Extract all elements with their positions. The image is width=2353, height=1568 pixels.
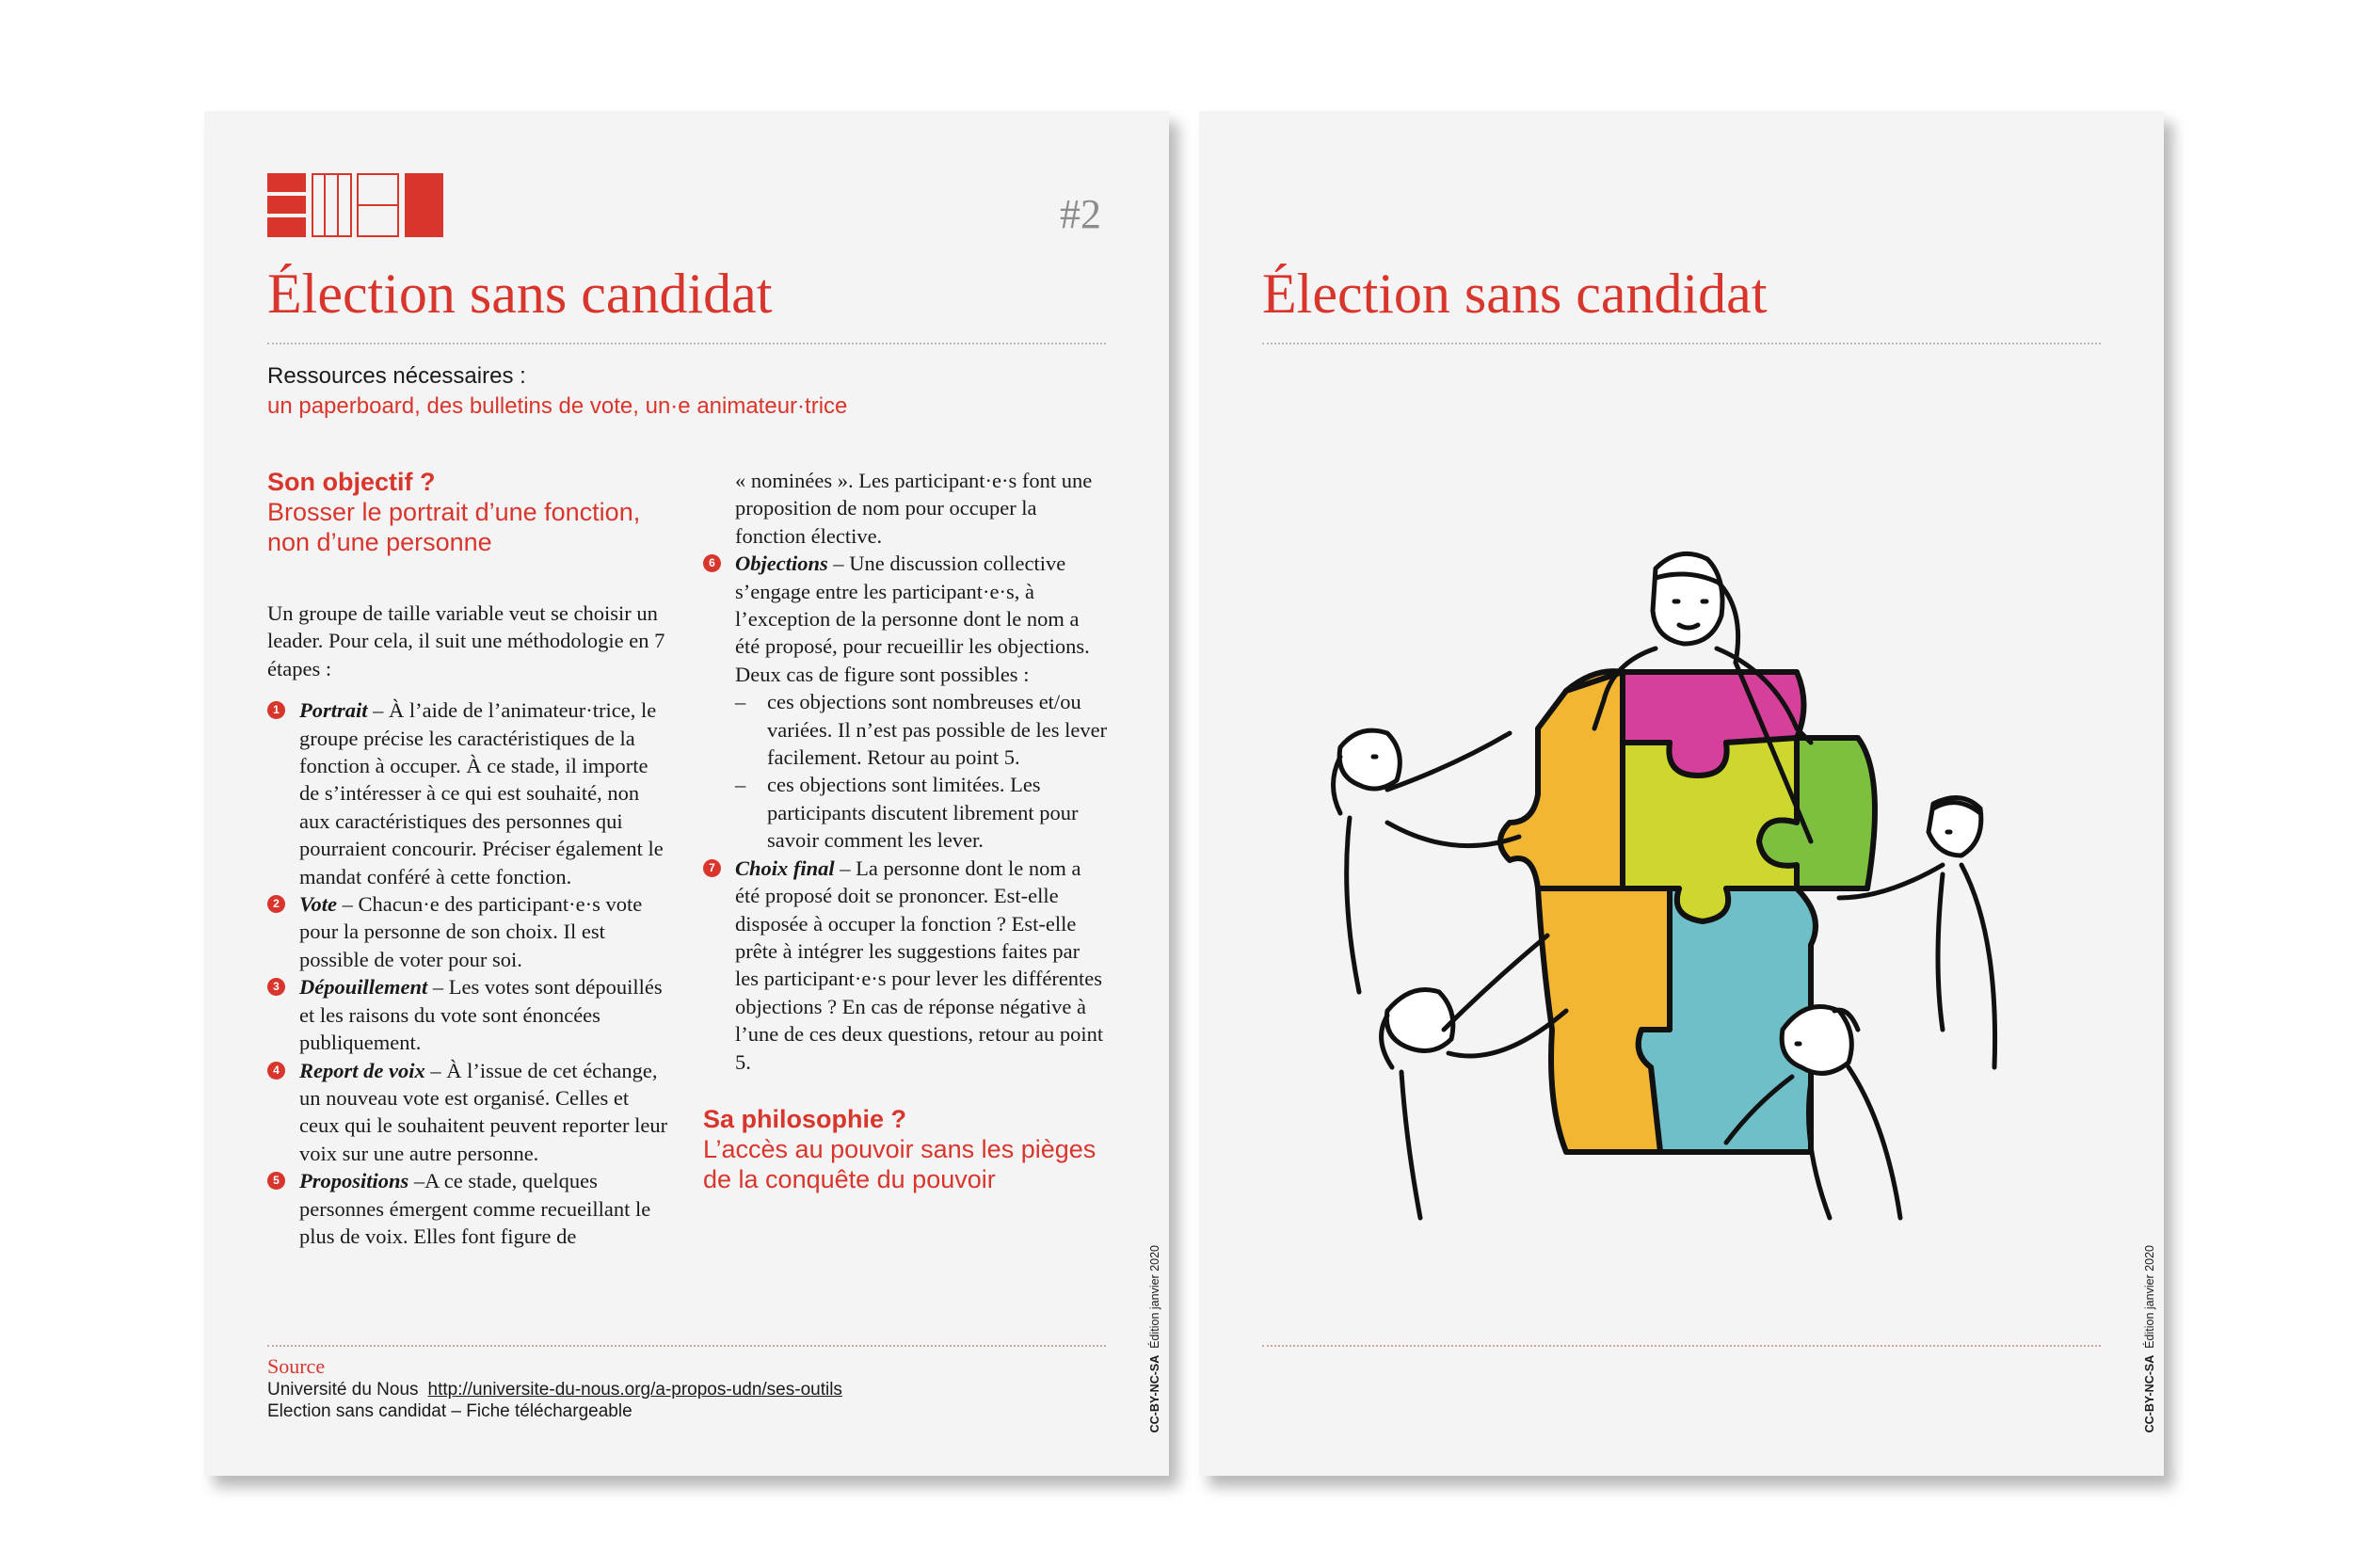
step-text: –A ce stade, quelques personnes émergent comme recueillant le plus de voix. Elles font figure de [299, 1169, 651, 1248]
step-text: – Une discussion collective s’engage entre les participant·e·s, à l’exception de la personne dont le nom a été proposé, pour recueillir les objections. Deux cas de figure sont possibles : [735, 552, 1090, 686]
step-name: Vote [299, 892, 338, 917]
objection-case: – ces objections sont limitées. Les participants discutent librement pour savoir comment les lever. [735, 773, 1079, 853]
page-title: Élection sans candidat [267, 263, 773, 325]
step-name: Choix final [735, 856, 835, 880]
objection-cases-list [703, 688, 1108, 854]
step-number-badge: 3 [267, 978, 285, 996]
step-5-continued: « nominées ». Les participant·e·s font une proposition de nom pour occuper la fonction élective. [735, 469, 1093, 548]
edition-note [2143, 1245, 2156, 1432]
footer-divider [1262, 1345, 2101, 1347]
source-note: Election sans candidat – Fiche téléchargeable [267, 1401, 632, 1421]
footer-divider [267, 1345, 1106, 1347]
edition-note [1148, 1245, 1161, 1432]
text-column-2 [703, 467, 1108, 1194]
philosophy-subheading: L’accès au pouvoir sans les pièges de la conquête du pouvoir [703, 1134, 1096, 1193]
step-1 [267, 696, 672, 890]
philosophy-block [703, 1104, 1108, 1194]
step-2 [267, 890, 672, 973]
step-5 [267, 1167, 672, 1250]
steps-list [267, 696, 672, 1250]
step-7 [703, 855, 1108, 1076]
case-text: ces objections sont limitées. Les participants discutent librement pour savoir comment les lever. [767, 773, 1079, 853]
step-number-badge: 2 [267, 895, 285, 913]
step-3 [267, 973, 672, 1056]
philosophy-heading: Sa philosophie ? [703, 1104, 907, 1133]
objective-heading: Son objectif ? [267, 468, 436, 496]
source-block [267, 1355, 1114, 1422]
step-name: Report de voix [299, 1058, 425, 1082]
source-line [267, 1379, 1114, 1400]
resources-value: un paperboard, des bulletins de vote, un·e animateur·trice [267, 393, 848, 419]
step-6 [703, 550, 1108, 688]
source-link[interactable]: http://universite-du-nous.org/a-propos-udn/ses-outils [427, 1380, 842, 1400]
step-name: Dépouillement [299, 975, 428, 1000]
objective-subheading: Brosser le portrait d’une fonction, non d’une personne [267, 498, 641, 556]
step-number-badge: 5 [267, 1172, 285, 1190]
objection-case: – ces objections sont nombreuses et/ou variées. Il n’est pas possible de les lever facilement. Retour au point 5. [735, 690, 1108, 770]
license-label: CC-BY-NC-SA [1148, 1354, 1161, 1432]
resources-label: Ressources nécessaires : [267, 363, 526, 389]
step-name: Objections [735, 552, 828, 576]
text-column-1 [267, 467, 672, 1250]
step-number-badge: 1 [267, 701, 285, 719]
people-assembling-puzzle-illustration [1284, 540, 2037, 1256]
intro-paragraph: Un groupe de taille variable veut se choisir un leader. Pour cela, il suit une méthodologie en 7 étapes : [267, 601, 665, 680]
step-number-badge: 6 [703, 554, 721, 572]
license-label: CC-BY-NC-SA [2143, 1354, 2156, 1432]
edition-label: Édition janvier 2020 [2143, 1244, 2156, 1349]
source-org: Université du Nous [267, 1380, 419, 1400]
step-text: – Les votes sont dépouillés et les raisons du vote sont énoncées publiquement. [299, 975, 663, 1055]
edition-label: Édition janvier 2020 [1148, 1244, 1161, 1349]
step-number-badge: 7 [703, 859, 721, 877]
title-divider [267, 343, 1106, 344]
source-label: Source [267, 1354, 326, 1378]
step-4 [267, 1057, 672, 1168]
step-text: – À l’issue de cet échange, un nouveau vote est organisé. Celles et ceux qui le souhaitent peuvent reporter leur voix sur une autre personne. [299, 1058, 668, 1165]
step-text: – Chacun·e des participant·e·s vote pour la personne de son choix. Il est possible de voter pour soi. [299, 892, 643, 971]
step-text: – La personne dont le nom a été proposé doit se prononcer. Est-elle disposée à occuper la fonction ? Est-elle prête à intégrer les suggestions faites par les participant·e·s pour lever les différentes objections ? En cas de réponse négative à l’une de ces deux questions, retour au point 5. [735, 856, 1104, 1074]
step-name: Propositions [299, 1169, 409, 1193]
step-number-badge: 4 [267, 1062, 285, 1080]
fiche-recto [204, 111, 1169, 1476]
resources-block [267, 361, 1114, 422]
case-text: ces objections sont nombreuses et/ou variées. Il n’est pas possible de les lever facilement. Retour au point 5. [767, 690, 1108, 770]
fiche-verso [1199, 111, 2164, 1476]
step-text: – À l’aide de l’animateur·trice, le groupe précise les caractéristiques de la fonction à occuper. À ce stade, il importe de s’intéresser à ce qui est souhaité, non aux caractéristiques des personnes qui pourraient concourir. Préciser également le mandat conféré à cette fonction. [299, 698, 664, 888]
page-title: Élection sans candidat [1262, 263, 1768, 325]
brand-logo-icon [267, 173, 443, 237]
title-divider [1262, 343, 2101, 344]
card-number: #2 [1060, 191, 1101, 237]
step-name: Portrait [299, 698, 368, 723]
